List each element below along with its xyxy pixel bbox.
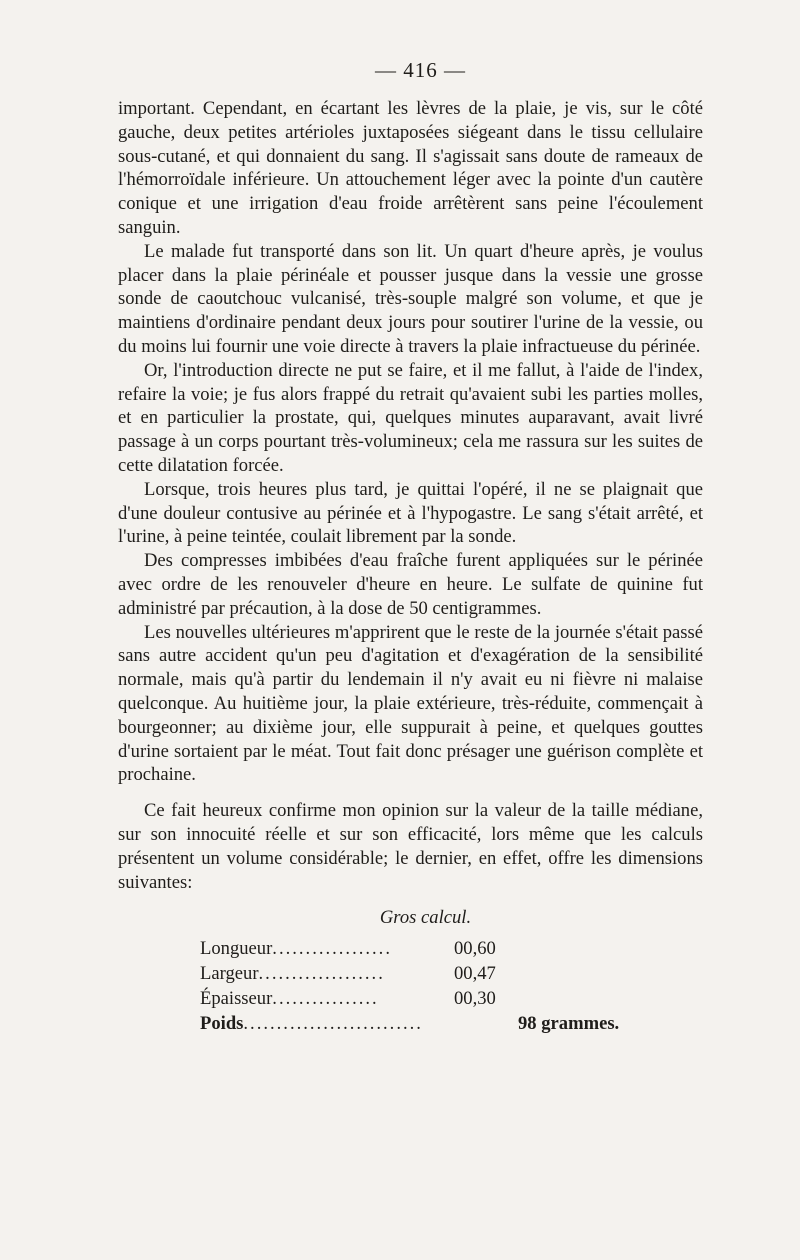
measurements-table xyxy=(200,936,703,1036)
leader-dots: .................. xyxy=(272,938,392,960)
paragraph-2: Le malade fut transporté dans son lit. Un quart d'heure après, je voulus placer dans la plaie périnéale et pousser jusque dans la vessie une grosse sonde de caoutchouc vulcanisé, très-souple malgré son volume, et que je maintiens d'ordinaire pendant deux jours pour soutirer l'urine de la vessie, ou du moins lui fournir une voie directe à travers la plaie infractueuse du périnée. xyxy=(118,240,703,357)
leader-dots: ................... xyxy=(258,963,385,985)
paragraph-6: Les nouvelles ultérieures m'apprirent que le reste de la journée s'était passé sans autre accident qu'un peu d'agitation et d'exagération de la sensibilité normale, mais qu'à partir du lendemain il n'y avait eu ni fièvre ni malaise quelconque. Au huitième jour, la plaie extérieure, très-réduite, commençait à bourgeonner; au dixième jour, elle suppurait à peine, et quelques gouttes d'urine sortaient par le méat. Tout fait donc présager une guérison complète et prochaine. xyxy=(118,621,703,786)
measurement-value: 98 grammes. xyxy=(518,1013,620,1035)
measurement-label: Poids xyxy=(200,1013,244,1035)
paragraph-5: Des compresses imbibées d'eau fraîche furent appliquées sur le périnée avec ordre de les renouveler d'heure en heure. Le sulfate de quinine fut administré par précaution, à la dose de 50 centigrammes. xyxy=(118,550,703,619)
measurement-value: 00,30 xyxy=(454,988,496,1010)
measurement-label: Épaisseur xyxy=(200,988,273,1010)
measurement-label: Largeur xyxy=(200,963,259,985)
measurement-row xyxy=(200,1011,703,1036)
measurements-title: Gros calcul. xyxy=(379,907,472,929)
paragraph-1: important. Cependant, en écartant les lèvres de la plaie, je vis, sur le côté gauche, deux petites artérioles juxtaposées siégeant dans le tissu cellulaire sous-cutané, et qui donnaient du sang. Il s'agissait sans doute de rameaux de l'hémorroïdale inférieure. Un attouchement léger avec la pointe d'un cautère conique et une irrigation d'eau froide arrêtèrent sans peine l'écoulement sanguin. xyxy=(118,98,703,238)
paragraph-7: Ce fait heureux confirme mon opinion sur la valeur de la taille médiane, sur son innocuité réelle et sur son efficacité, lors même que les calculs présentent un volume considérable; le dernier, en effet, offre les dimensions suivantes: xyxy=(118,800,703,893)
page-number: — 416 — xyxy=(375,58,466,82)
paragraph-4: Lorsque, trois heures plus tard, je quittai l'opéré, il ne se plaignait que d'une douleur contusive au périnée et à l'hypogastre. Le sang s'était arrêté, et l'urine, à peine teintée, coulait librement par la sonde. xyxy=(118,478,703,548)
measurement-row xyxy=(200,936,703,961)
paragraph-3: Or, l'introduction directe ne put se faire, et il me fallut, à l'aide de l'index, refaire la voie; je fus alors frappé du retrait qu'avaient subi les parties molles, et en particulier la prostate, qui, quelques minutes auparavant, avait livré passage à un corps pourtant très-volumineux; cela me rassura sur les suites de cette dilatation forcée. xyxy=(118,359,703,476)
leader-dots: ................ xyxy=(272,988,379,1010)
measurement-label: Longueur xyxy=(200,938,273,960)
leader-dots: ........................... xyxy=(243,1013,423,1035)
measurement-value: 00,47 xyxy=(454,963,496,985)
measurement-row xyxy=(200,961,703,986)
book-page xyxy=(118,58,703,1036)
measurement-row xyxy=(200,986,703,1011)
measurement-value: 00,60 xyxy=(454,938,496,960)
